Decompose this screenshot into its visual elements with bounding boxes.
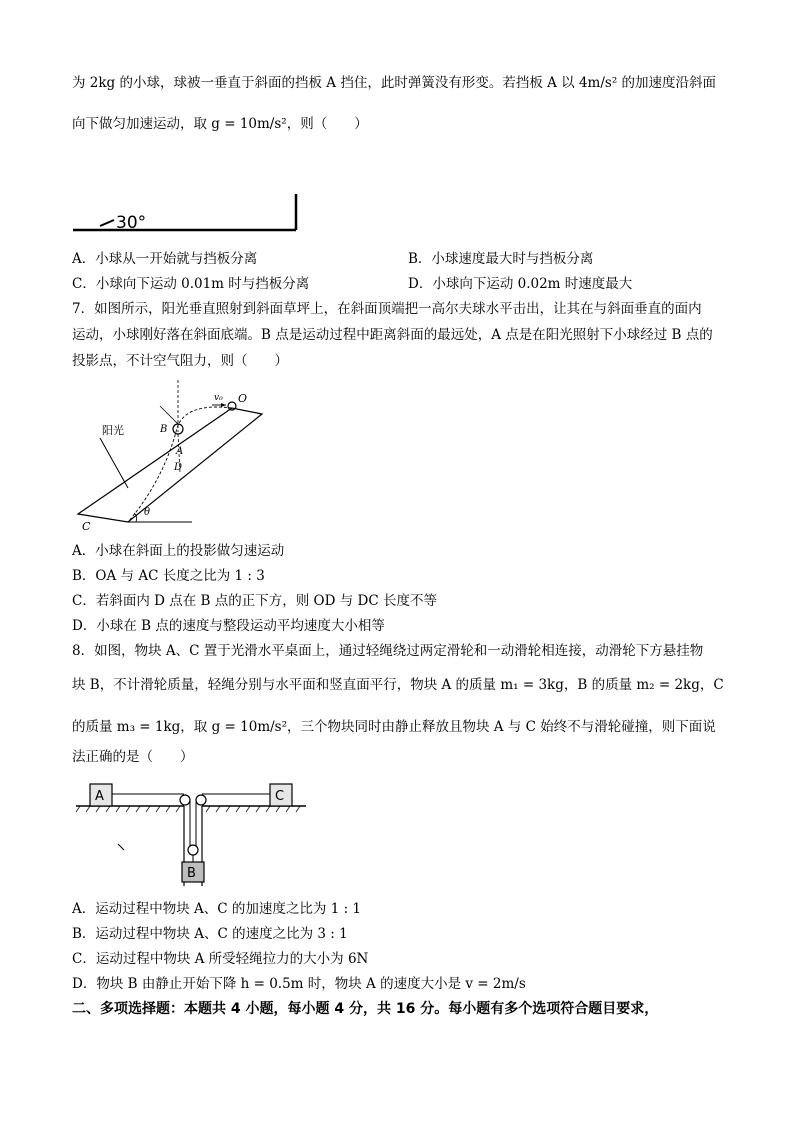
q6-option-b: B．小球速度最大时与挡板分离 (408, 251, 594, 267)
q8-text-line-2: 块 B，不计滑轮质量，轻绳分别与水平面和竖直面平行，物块 A 的质量 m₁ = 3kg，B 的质量 m₂ = 2kg，C (72, 677, 724, 693)
q6-text-line-1: 为 2kg 的小球，球被一垂直于斜面的挡板 A 挡住，此时弹簧没有形变。若挡板 A 以 4m/s² 的加速度沿斜面 (72, 75, 717, 91)
q8-block-c-label: C (275, 789, 285, 804)
q7-point-b-label: B (160, 424, 168, 435)
q6-text-line-2: 向下做匀加速运动，取 g = 10m/s²，则（ ） (72, 116, 368, 132)
section-2-heading: 二、多项选择题：本题共 4 小题，每小题 4 分，共 16 分。每小题有多个选项符合题目要求， (72, 1001, 659, 1017)
q8-text-line-4: 法正确的是（ ） (72, 749, 194, 765)
q7-text-line-3: 投影点，不计空气阻力，则（ ） (72, 353, 288, 369)
q7-option-d: D．小球在 B 点的速度与整段运动平均速度大小相等 (72, 618, 385, 634)
q8-option-b: B．运动过程中物块 A、C 的速度之比为 3 : 1 (72, 926, 348, 942)
q6-option-d: D．小球向下运动 0.02m 时速度最大 (408, 276, 633, 292)
q6-angle-label: 30° (116, 213, 147, 233)
q8-block-a-label: A (95, 789, 104, 804)
q7-sun-label: 阳光 (102, 424, 124, 437)
q7-point-o-label: O (238, 392, 248, 405)
q6-incline-figure (70, 190, 310, 240)
q8-text-line-1: 8．如图，物块 A、C 置于光滑水平桌面上，通过轻绳绕过两定滑轮和一动滑轮相连接，动滑轮下方悬挂物 (72, 643, 704, 659)
q7-text-line-1: 7．如图所示，阳光垂直照射到斜面草坪上，在斜面顶端把一高尔夫球水平击出，让其在与斜面垂直的面内 (72, 301, 702, 317)
q8-option-c: C．运动过程中物块 A 所受轻绳拉力的大小为 6N (72, 951, 369, 967)
q8-pulley-figure (74, 778, 314, 888)
q7-v0-label: v₀ (214, 393, 223, 403)
q7-option-b: B．OA 与 AC 长度之比为 1 : 3 (72, 568, 265, 584)
q7-slope-figure (72, 372, 272, 532)
q6-option-c: C．小球向下运动 0.01m 时与挡板分离 (72, 276, 310, 292)
q7-option-a: A．小球在斜面上的投影做匀速运动 (72, 543, 285, 559)
q7-point-d-label: D (174, 462, 183, 473)
q8-block-b-label: B (187, 866, 196, 881)
q8-option-a: A．运动过程中物块 A、C 的加速度之比为 1 : 1 (72, 901, 362, 917)
q7-point-a-label: A (176, 446, 184, 457)
q7-option-c: C．若斜面内 D 点在 B 点的正下方，则 OD 与 DC 长度不等 (72, 593, 437, 609)
q7-point-c-label: C (82, 520, 91, 532)
q8-option-d: D．物块 B 由静止开始下降 h = 0.5m 时，物块 A 的速度大小是 v = 2m/s (72, 976, 526, 992)
q7-theta-label: θ (144, 507, 151, 518)
q7-text-line-2: 运动，小球刚好落在斜面底端。B 点是运动过程中距离斜面的最远处，A 点是在阳光照射下小球经过 B 点的 (72, 327, 713, 343)
q8-text-line-3: 的质量 m₃ = 1kg，取 g = 10m/s²，三个物块同时由静止释放且物块 A 与 C 始终不与滑轮碰撞，则下面说 (72, 719, 716, 735)
q6-option-a: A．小球从一开始就与挡板分离 (72, 251, 258, 267)
